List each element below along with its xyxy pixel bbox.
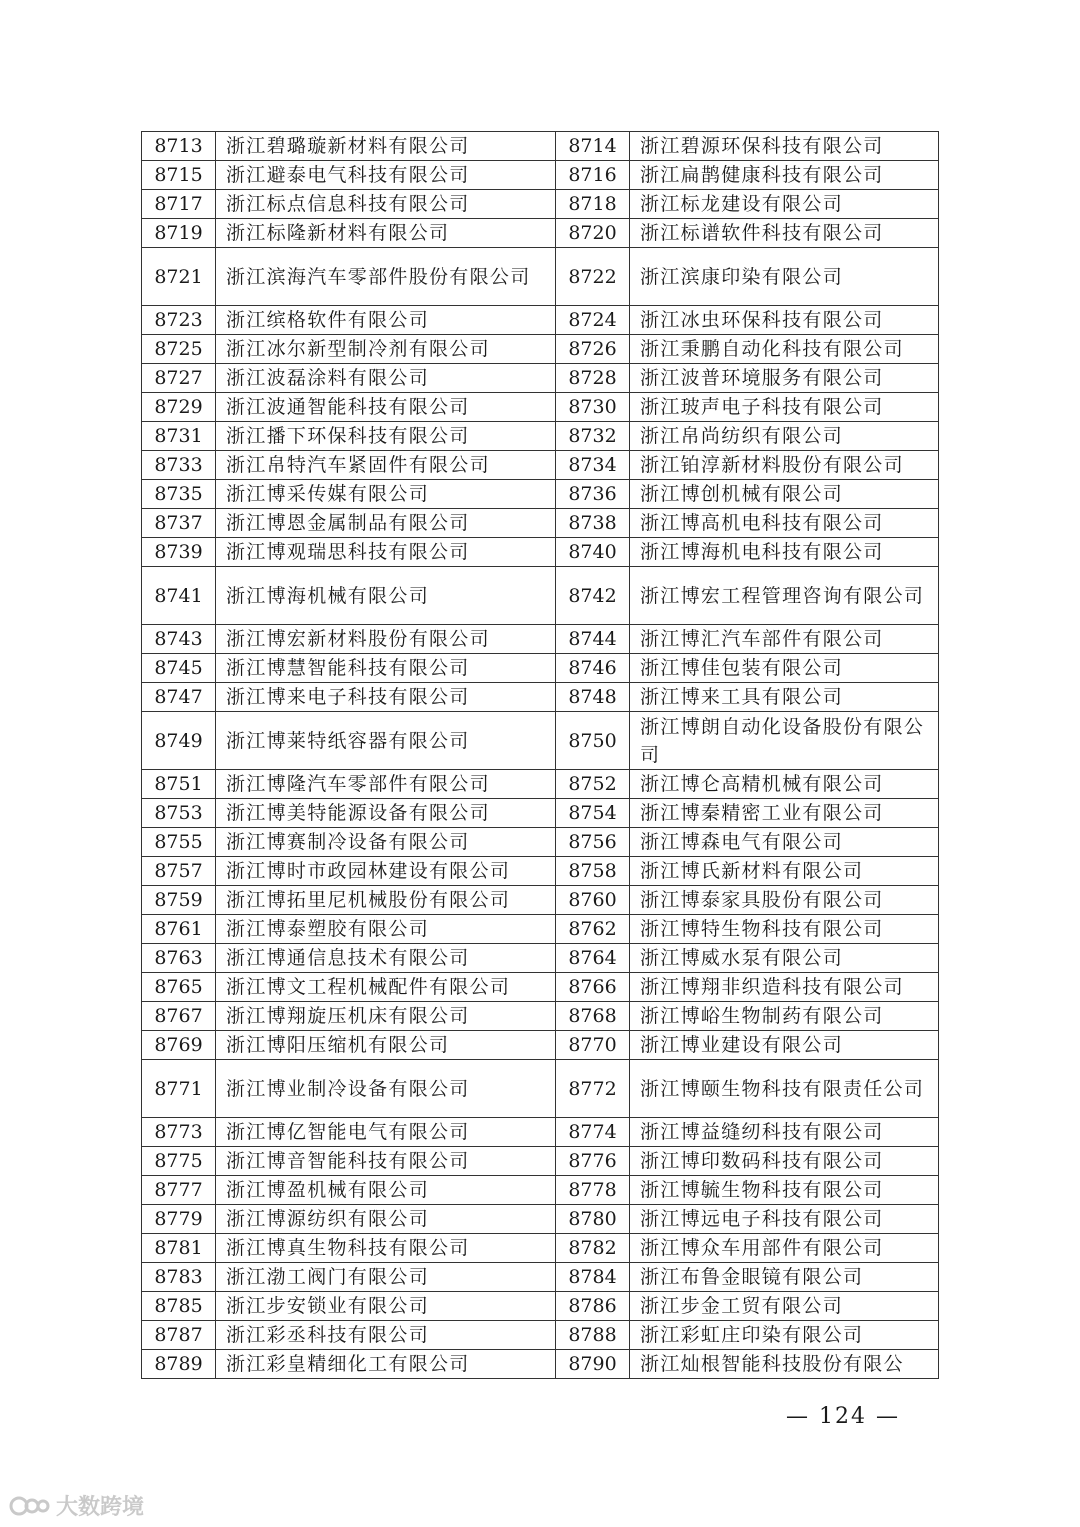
table-row [142, 1350, 939, 1379]
entry-number: 8765 [142, 973, 216, 1002]
company-name: 浙江铂淳新材料股份有限公司 [630, 451, 939, 480]
table-row [142, 1205, 939, 1234]
table-row [142, 1263, 939, 1292]
company-name: 浙江标点信息科技有限公司 [216, 190, 556, 219]
entry-number: 8735 [142, 480, 216, 509]
entry-number: 8721 [142, 248, 216, 306]
company-name: 浙江博慧智能科技有限公司 [216, 654, 556, 683]
company-name: 浙江博文工程机械配件有限公司 [216, 973, 556, 1002]
company-name: 浙江博源纺织有限公司 [216, 1205, 556, 1234]
company-name: 浙江播下环保科技有限公司 [216, 422, 556, 451]
company-name: 浙江彩虹庄印染有限公司 [630, 1321, 939, 1350]
table-row [142, 422, 939, 451]
entry-number: 8736 [556, 480, 630, 509]
entry-number: 8782 [556, 1234, 630, 1263]
company-name: 浙江博仑高精机械有限公司 [630, 770, 939, 799]
entry-number: 8733 [142, 451, 216, 480]
entry-number: 8716 [556, 161, 630, 190]
entry-number: 8749 [142, 712, 216, 770]
company-name: 浙江博赛制冷设备有限公司 [216, 828, 556, 857]
table-row [142, 306, 939, 335]
company-name: 浙江博真生物科技有限公司 [216, 1234, 556, 1263]
entry-number: 8715 [142, 161, 216, 190]
company-name: 浙江博业制冷设备有限公司 [216, 1060, 556, 1118]
company-name: 浙江博阳压缩机有限公司 [216, 1031, 556, 1060]
table-row [142, 538, 939, 567]
company-name: 浙江避泰电气科技有限公司 [216, 161, 556, 190]
company-name: 浙江博亿智能电气有限公司 [216, 1118, 556, 1147]
table-row [142, 799, 939, 828]
company-name: 浙江碧源环保科技有限公司 [630, 132, 939, 161]
entry-number: 8747 [142, 683, 216, 712]
entry-number: 8759 [142, 886, 216, 915]
company-name: 浙江博氏新材料有限公司 [630, 857, 939, 886]
entry-number: 8777 [142, 1176, 216, 1205]
entry-number: 8718 [556, 190, 630, 219]
company-name: 浙江博毓生物科技有限公司 [630, 1176, 939, 1205]
entry-number: 8723 [142, 306, 216, 335]
entry-number: 8767 [142, 1002, 216, 1031]
company-name: 浙江博秦精密工业有限公司 [630, 799, 939, 828]
table-row [142, 625, 939, 654]
entry-number: 8751 [142, 770, 216, 799]
table-row [142, 1176, 939, 1205]
entry-number: 8732 [556, 422, 630, 451]
company-name: 浙江博美特能源设备有限公司 [216, 799, 556, 828]
entry-number: 8769 [142, 1031, 216, 1060]
entry-number: 8790 [556, 1350, 630, 1379]
watermark-text: 大数跨境 [56, 1495, 145, 1520]
company-list-body [142, 132, 939, 1379]
entry-number: 8748 [556, 683, 630, 712]
company-name: 浙江博盈机械有限公司 [216, 1176, 556, 1205]
entry-number: 8726 [556, 335, 630, 364]
table-row [142, 1002, 939, 1031]
company-name: 浙江玻声电子科技有限公司 [630, 393, 939, 422]
company-name: 浙江博颐生物科技有限责任公司 [630, 1060, 939, 1118]
table-row [142, 828, 939, 857]
company-name: 浙江标谱软件科技有限公司 [630, 219, 939, 248]
entry-number: 8768 [556, 1002, 630, 1031]
entry-number: 8714 [556, 132, 630, 161]
table-row [142, 1321, 939, 1350]
table-row [142, 1234, 939, 1263]
company-name: 浙江博来工具有限公司 [630, 683, 939, 712]
company-name: 浙江博高机电科技有限公司 [630, 509, 939, 538]
entry-number: 8754 [556, 799, 630, 828]
company-name: 浙江滨海汽车零部件股份有限公司 [216, 248, 556, 306]
entry-number: 8783 [142, 1263, 216, 1292]
company-name: 浙江博益缝纫科技有限公司 [630, 1118, 939, 1147]
company-name: 浙江缤格软件有限公司 [216, 306, 556, 335]
entry-number: 8763 [142, 944, 216, 973]
entry-number: 8731 [142, 422, 216, 451]
entry-number: 8764 [556, 944, 630, 973]
company-name: 浙江博翔旋压机床有限公司 [216, 1002, 556, 1031]
entry-number: 8729 [142, 393, 216, 422]
entry-number: 8722 [556, 248, 630, 306]
company-name: 浙江博莱特纸容器有限公司 [216, 712, 556, 770]
entry-number: 8758 [556, 857, 630, 886]
company-name: 浙江博特生物科技有限公司 [630, 915, 939, 944]
table-row [142, 973, 939, 1002]
company-name: 浙江博通信息技术有限公司 [216, 944, 556, 973]
company-name: 浙江布鲁金眼镜有限公司 [630, 1263, 939, 1292]
company-name: 浙江博朗自动化设备股份有限公司 [630, 712, 939, 770]
entry-number: 8787 [142, 1321, 216, 1350]
table-row [142, 480, 939, 509]
table-row [142, 712, 939, 770]
entry-number: 8766 [556, 973, 630, 1002]
entry-number: 8788 [556, 1321, 630, 1350]
entry-number: 8752 [556, 770, 630, 799]
entry-number: 8775 [142, 1147, 216, 1176]
entry-number: 8789 [142, 1350, 216, 1379]
company-name: 浙江博翔非织造科技有限公司 [630, 973, 939, 1002]
company-name: 浙江博印数码科技有限公司 [630, 1147, 939, 1176]
company-name: 浙江博威水泵有限公司 [630, 944, 939, 973]
entry-number: 8740 [556, 538, 630, 567]
entry-number: 8741 [142, 567, 216, 625]
table-row [142, 1060, 939, 1118]
table-row [142, 1147, 939, 1176]
entry-number: 8719 [142, 219, 216, 248]
company-name: 浙江博峪生物制药有限公司 [630, 1002, 939, 1031]
entry-number: 8786 [556, 1292, 630, 1321]
company-name: 浙江博业建设有限公司 [630, 1031, 939, 1060]
entry-number: 8784 [556, 1263, 630, 1292]
entry-number: 8750 [556, 712, 630, 770]
company-name: 浙江标隆新材料有限公司 [216, 219, 556, 248]
entry-number: 8761 [142, 915, 216, 944]
company-name: 浙江波磊涂料有限公司 [216, 364, 556, 393]
company-name: 浙江标龙建设有限公司 [630, 190, 939, 219]
table-row [142, 335, 939, 364]
entry-number: 8773 [142, 1118, 216, 1147]
table-row [142, 1292, 939, 1321]
company-name: 浙江博音智能科技有限公司 [216, 1147, 556, 1176]
company-name: 浙江博采传媒有限公司 [216, 480, 556, 509]
entry-number: 8725 [142, 335, 216, 364]
watermark [8, 1490, 144, 1521]
entry-number: 8738 [556, 509, 630, 538]
entry-number: 8728 [556, 364, 630, 393]
entry-number: 8717 [142, 190, 216, 219]
entry-number: 8781 [142, 1234, 216, 1263]
entry-number: 8745 [142, 654, 216, 683]
company-name: 浙江渤工阀门有限公司 [216, 1263, 556, 1292]
entry-number: 8737 [142, 509, 216, 538]
company-name: 浙江冰虫环保科技有限公司 [630, 306, 939, 335]
entry-number: 8730 [556, 393, 630, 422]
company-name: 浙江帛特汽车紧固件有限公司 [216, 451, 556, 480]
entry-number: 8772 [556, 1060, 630, 1118]
company-name: 浙江彩皇精细化工有限公司 [216, 1350, 556, 1379]
company-list-table [141, 131, 939, 1379]
company-name: 浙江博海机电科技有限公司 [630, 538, 939, 567]
table-row [142, 944, 939, 973]
entry-number: 8774 [556, 1118, 630, 1147]
company-name: 浙江博来电子科技有限公司 [216, 683, 556, 712]
table-row [142, 654, 939, 683]
entry-number: 8727 [142, 364, 216, 393]
table-row [142, 248, 939, 306]
company-name: 浙江步安锁业有限公司 [216, 1292, 556, 1321]
entry-number: 8771 [142, 1060, 216, 1118]
company-name: 浙江彩丞科技有限公司 [216, 1321, 556, 1350]
company-name: 浙江滨康印染有限公司 [630, 248, 939, 306]
company-name: 浙江博海机械有限公司 [216, 567, 556, 625]
page-number: — 124 — [786, 1404, 900, 1429]
entry-number: 8770 [556, 1031, 630, 1060]
entry-number: 8744 [556, 625, 630, 654]
company-name: 浙江博恩金属制品有限公司 [216, 509, 556, 538]
company-name: 浙江博观瑞思科技有限公司 [216, 538, 556, 567]
company-name: 浙江博众车用部件有限公司 [630, 1234, 939, 1263]
company-name: 浙江碧璐璇新材料有限公司 [216, 132, 556, 161]
company-name: 浙江博泰家具股份有限公司 [630, 886, 939, 915]
company-name: 浙江博宏新材料股份有限公司 [216, 625, 556, 654]
table-row [142, 393, 939, 422]
entry-number: 8713 [142, 132, 216, 161]
company-name: 浙江波普环境服务有限公司 [630, 364, 939, 393]
entry-number: 8739 [142, 538, 216, 567]
entry-number: 8753 [142, 799, 216, 828]
entry-number: 8760 [556, 886, 630, 915]
company-name: 浙江博森电气有限公司 [630, 828, 939, 857]
table-row [142, 364, 939, 393]
company-name: 浙江冰尔新型制冷剂有限公司 [216, 335, 556, 364]
table-row [142, 451, 939, 480]
table-row [142, 219, 939, 248]
entry-number: 8778 [556, 1176, 630, 1205]
table-row [142, 770, 939, 799]
table-row [142, 1031, 939, 1060]
company-name: 浙江博隆汽车零部件有限公司 [216, 770, 556, 799]
company-name: 浙江步金工贸有限公司 [630, 1292, 939, 1321]
entry-number: 8776 [556, 1147, 630, 1176]
entry-number: 8756 [556, 828, 630, 857]
company-name: 浙江博时市政园林建设有限公司 [216, 857, 556, 886]
table-row [142, 683, 939, 712]
company-name: 浙江博泰塑胶有限公司 [216, 915, 556, 944]
company-name: 浙江博远电子科技有限公司 [630, 1205, 939, 1234]
company-name: 浙江灿根智能科技股份有限公 [630, 1350, 939, 1379]
table-row [142, 915, 939, 944]
table-row [142, 190, 939, 219]
company-name: 浙江秉鹏自动化科技有限公司 [630, 335, 939, 364]
entry-number: 8742 [556, 567, 630, 625]
entry-number: 8762 [556, 915, 630, 944]
company-name: 浙江博宏工程管理咨询有限公司 [630, 567, 939, 625]
entry-number: 8779 [142, 1205, 216, 1234]
entry-number: 8785 [142, 1292, 216, 1321]
table-row [142, 1118, 939, 1147]
entry-number: 8720 [556, 219, 630, 248]
company-name: 浙江博汇汽车部件有限公司 [630, 625, 939, 654]
company-name: 浙江波通智能科技有限公司 [216, 393, 556, 422]
entry-number: 8734 [556, 451, 630, 480]
company-name: 浙江博创机械有限公司 [630, 480, 939, 509]
table-row [142, 886, 939, 915]
table-row [142, 161, 939, 190]
company-name: 浙江帛尚纺织有限公司 [630, 422, 939, 451]
entry-number: 8780 [556, 1205, 630, 1234]
table-row [142, 567, 939, 625]
company-name: 浙江博佳包装有限公司 [630, 654, 939, 683]
loop-logo-icon [8, 1495, 52, 1517]
entry-number: 8746 [556, 654, 630, 683]
entry-number: 8755 [142, 828, 216, 857]
company-name: 浙江博拓里尼机械股份有限公司 [216, 886, 556, 915]
company-name: 浙江扁鹊健康科技有限公司 [630, 161, 939, 190]
entry-number: 8724 [556, 306, 630, 335]
entry-number: 8757 [142, 857, 216, 886]
table-row [142, 509, 939, 538]
table-row [142, 132, 939, 161]
entry-number: 8743 [142, 625, 216, 654]
table-row [142, 857, 939, 886]
